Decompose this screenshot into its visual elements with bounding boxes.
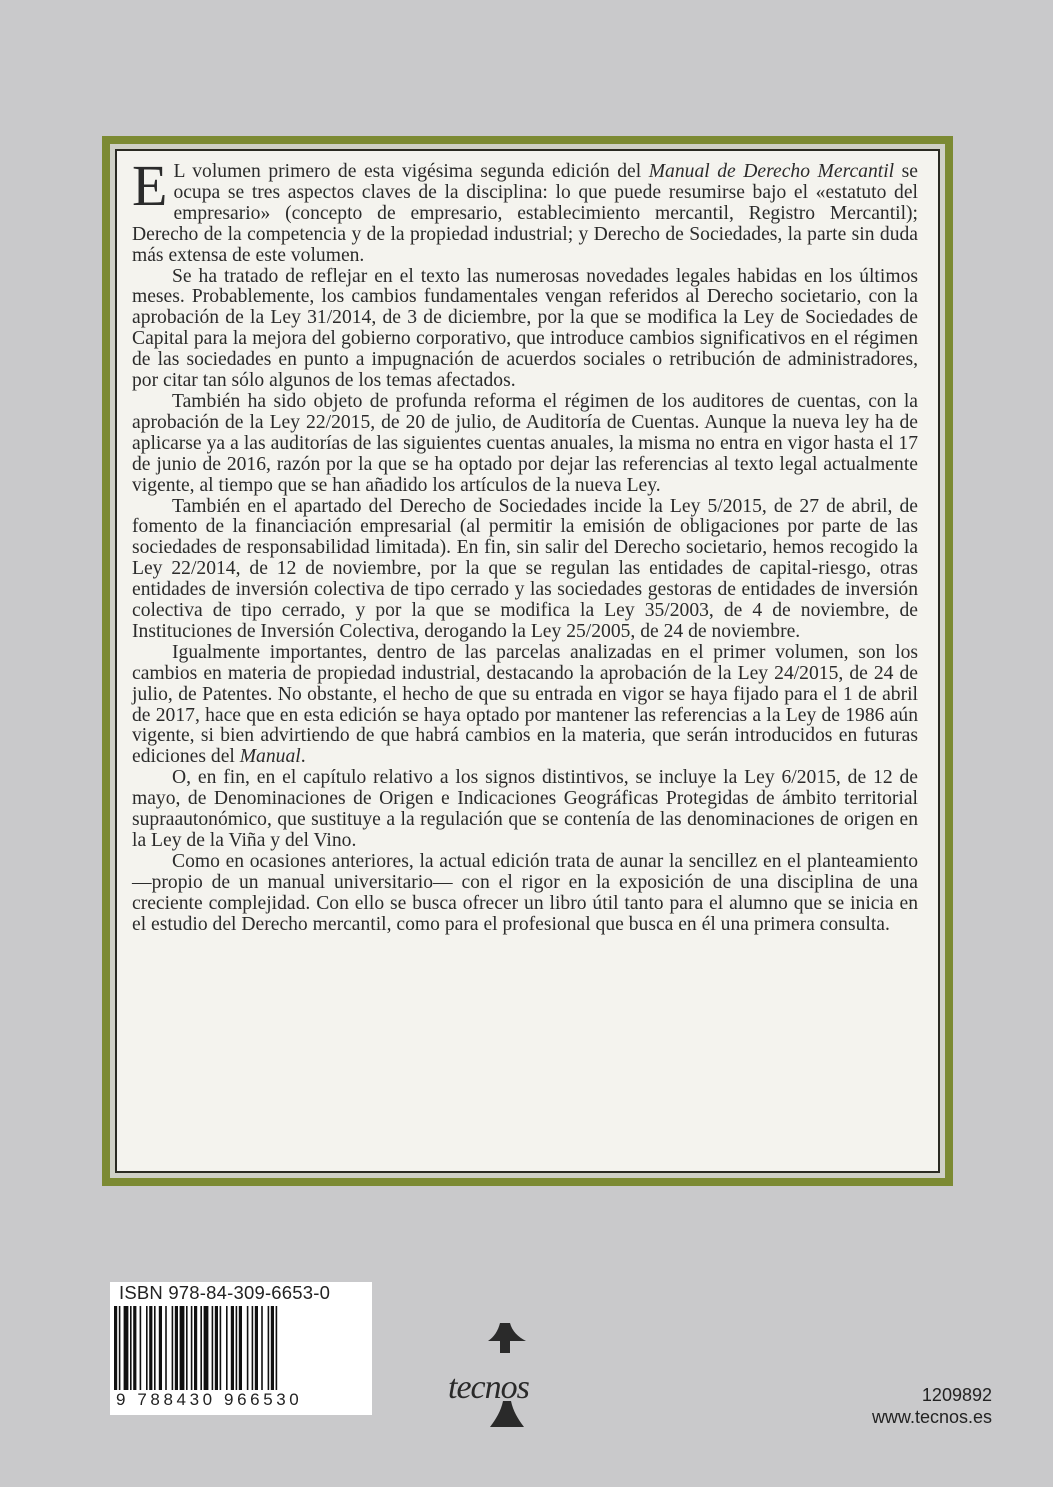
barcode-bar bbox=[226, 1306, 228, 1390]
barcode-bar bbox=[215, 1306, 218, 1390]
barcode-bar bbox=[119, 1306, 121, 1390]
barcode-bar bbox=[252, 1306, 254, 1390]
barcode-bar bbox=[204, 1306, 209, 1390]
barcode-bar bbox=[124, 1306, 129, 1390]
barcode-bar bbox=[247, 1306, 249, 1390]
barcode-bar bbox=[154, 1306, 156, 1390]
paragraph-1: E L volumen primero de esta vigésima segunda edición del Manual de Derecho Mercantil se ocupa se tres aspectos claves de la disciplina: lo que puede resumirse bajo el «estatuto del empresario» (concepto de empresario, establecimiento mercantil, Registro Mercantil); Derecho de la competencia y de la propiedad industrial; y Derecho de Sociedades, la parte sin duda más extensa de este volumen. bbox=[132, 153, 918, 266]
barcode-bar bbox=[261, 1306, 263, 1390]
isbn-label: ISBN 978-84-309-6653-0 bbox=[119, 1282, 331, 1303]
barcode-bar bbox=[180, 1306, 185, 1390]
barcode-bar bbox=[255, 1306, 258, 1390]
product-code: 1209892 bbox=[921, 1385, 992, 1405]
paragraph-2: Se ha tratado de reflejar en el texto las numerosas novedades legales habidas en los últimos meses. Probablemente, los cambios fundamentales vengan referidos al Derecho societario, con la aprobación de la Ley 31/2014, de 3 de diciembre, por la que se modifica la Ley de Sociedades de Capital para la mejora del gobierno corporativo, que introduce cambios significativos en el régimen de las sociedades en punto a impugnación de acuerdos sociales o retribución de administradores, por citar tan sólo algunos de los temas afectados. bbox=[132, 265, 918, 392]
barcode-bar bbox=[186, 1306, 188, 1390]
barcode-bar bbox=[191, 1306, 193, 1390]
paragraph-6: O, en fin, en el capítulo relativo a los signos distintivos, se incluye la Ley 6/2015, de 12 de mayo, de Denominaciones de Origen e Indicaciones Geográficas Protegidas de ámbito territorial supraautonómico, que sustituye a la regulación que se contenía de las denominaciones de origen en la Ley de la Viña y del Vino. bbox=[132, 767, 918, 851]
barcode-bar bbox=[268, 1306, 270, 1390]
barcode-bar bbox=[172, 1306, 174, 1390]
barcode-bar bbox=[271, 1306, 274, 1390]
paragraph-5: Igualmente importantes, dentro de las parcelas analizadas en el primer volumen, son los cambios en materia de propiedad industrial, destacando la aprobación de la Ley 24/2015, de 24 de julio, de Patentes. No obstante, el hecho de que su entrada en vigor se haya fijado para el 1 de abril de 2017, hace que en esta edición se haya optado por mantener las referencias a la Ley de 1986 aún vigente, si bien advirtiendo de que habrá cambios en la materia, que serán introducidos en futuras ediciones del Manual. bbox=[132, 641, 918, 768]
paragraph-4: También en el apartado del Derecho de Sociedades incide la Ley 5/2015, de 27 de abril, de fomento de la financiación empresarial (al permitir la emisión de obligaciones por parte de las sociedades de responsabilidad limitada). En fin, sin salir del Derecho societario, hemos recogido la Ley 22/2014, de 12 de noviembre, por la que se regulan las entidades de capital-riesgo, otras entidades de inversión colectiva de tipo cerrado y las sociedades gestoras de entidades de inversión colectiva de tipo cerrado, y por la que se modifica la Ley 35/2003, de 4 de noviembre, de Instituciones de Inversión Colectiva, derogando la Ley 25/2005, de 24 de noviembre. bbox=[132, 495, 918, 642]
publisher-website[interactable]: www.tecnos.es bbox=[871, 1407, 992, 1427]
blurb-text bbox=[132, 153, 918, 936]
drop-cap: E bbox=[132, 153, 168, 218]
barcode-digits: 9 788430 966530 bbox=[116, 1390, 303, 1409]
publisher-logo-text: tecnos bbox=[448, 1369, 529, 1406]
barcode-bar bbox=[239, 1306, 242, 1390]
barcode-bar bbox=[159, 1306, 162, 1390]
barcode-bar bbox=[212, 1306, 214, 1390]
barcode-bar bbox=[175, 1306, 178, 1390]
barcode-bar bbox=[220, 1306, 222, 1390]
barcode-bar bbox=[133, 1306, 136, 1390]
barcode-bar bbox=[114, 1306, 117, 1390]
barcode-bar bbox=[194, 1306, 197, 1390]
barcode-bar bbox=[200, 1306, 202, 1390]
paragraph-7: Como en ocasiones anteriores, la actual edición trata de aunar la sencillez en el planteamiento —propio de un manual universitario— con el rigor en la exposición de una disciplina de una creciente complejidad. Con ello se busca ofrecer un libro útil tanto para el alumno que se inicia en el estudio del Derecho mercantil, como para el profesional que busca en él una primera consulta. bbox=[132, 850, 918, 935]
barcode-bar bbox=[149, 1306, 152, 1390]
paragraph-3: También ha sido objeto de profunda reforma el régimen de los auditores de cuentas, con la aprobación de la Ley 22/2015, de 20 de julio, de Auditoría de Cuentas. Aunque la nueva ley ha de aplicarse ya a las auditorías de las siguientes cuentas anuales, la misma no entra en vigor hasta el 17 de junio de 2016, razón por la que se ha optado por dejar las referencias al texto legal actualmente vigente, al tiempo que se han añadido los artículos de la nueva Ley. bbox=[132, 390, 918, 496]
barcode-bar bbox=[231, 1306, 234, 1390]
barcode-bar bbox=[130, 1306, 132, 1390]
barcode-bar bbox=[276, 1306, 278, 1390]
barcode-bar bbox=[165, 1306, 167, 1390]
publisher-logo bbox=[448, 1323, 588, 1433]
barcode-bar bbox=[140, 1306, 142, 1390]
barcode-image bbox=[110, 1306, 372, 1390]
barcode-bar bbox=[146, 1306, 148, 1390]
barcode-bar bbox=[236, 1306, 238, 1390]
